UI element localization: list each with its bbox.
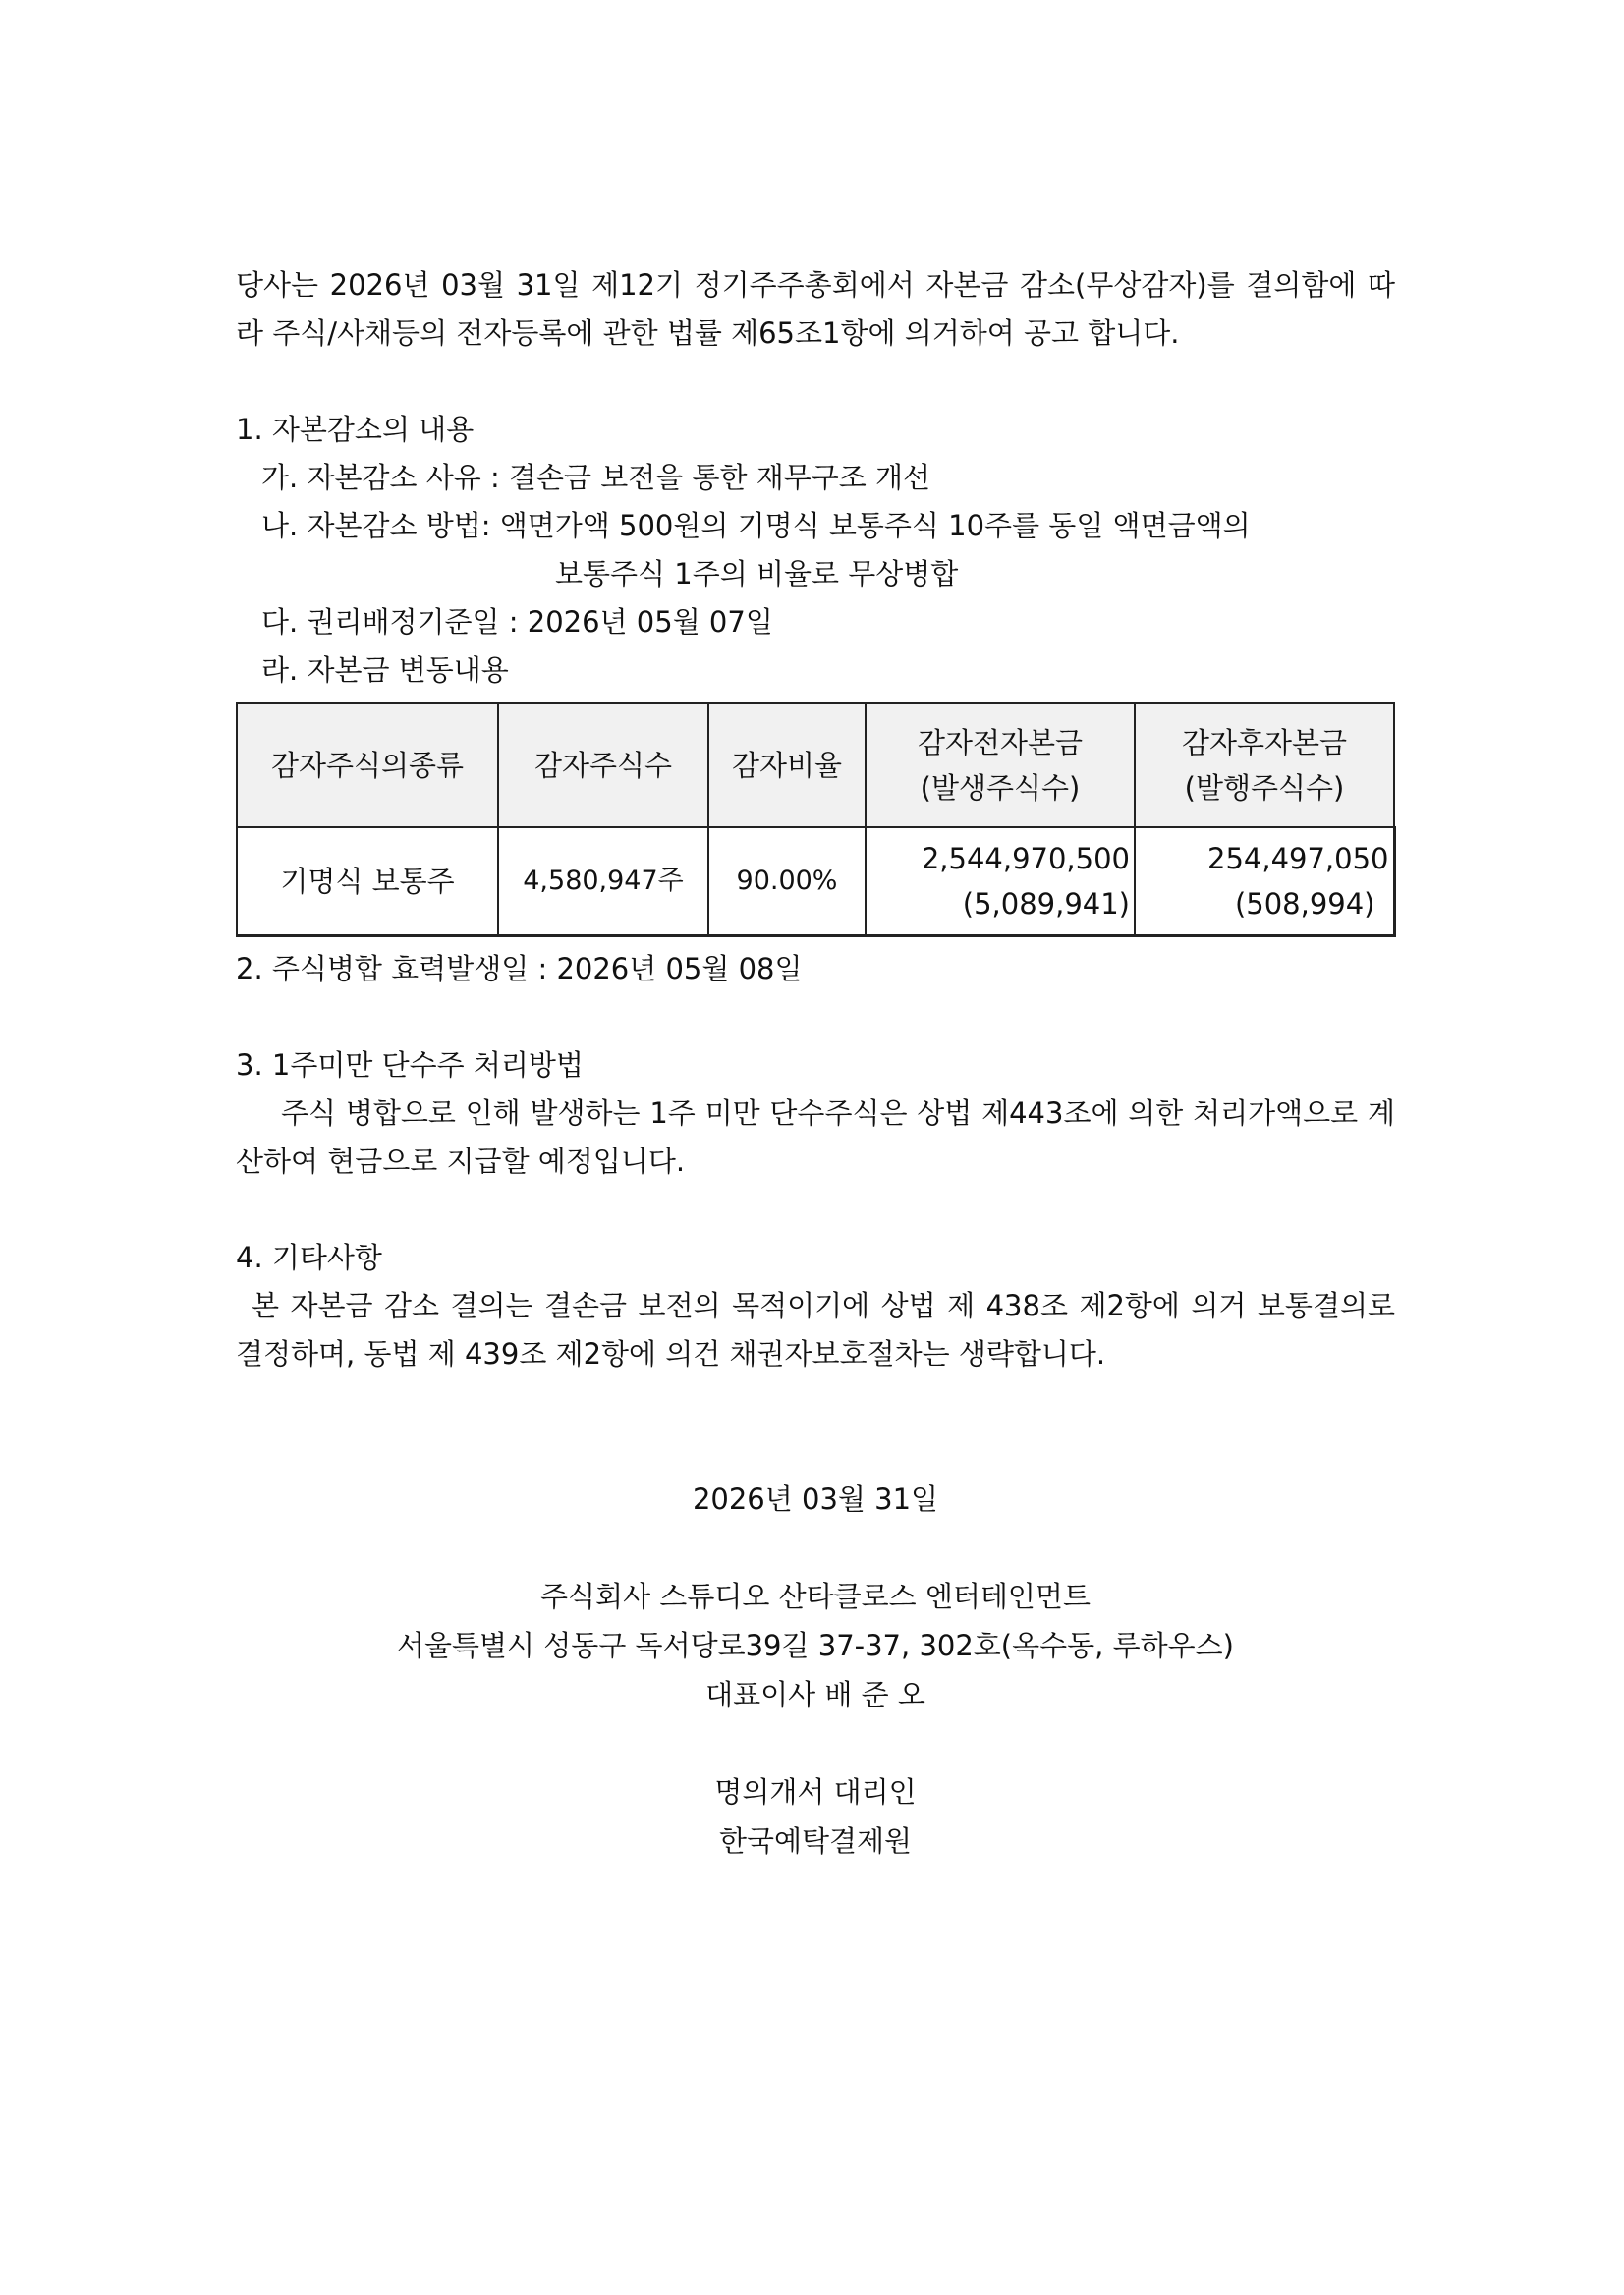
section1-method-line1: 액면가액 500원의 기명식 보통주식 10주를 동일 액면금액의 [499,509,1251,542]
public-notice-document [236,261,1395,1866]
table-row [237,827,1394,936]
spacer [236,1186,1395,1234]
cell-capital-after-amount: 254,497,050 [1207,842,1389,875]
cell-capital-before-amount: 2,544,970,500 [921,842,1130,875]
section1-method-line2: 보통주식 1주의 비율로 무상병합 [555,557,959,590]
header-share-count: 감자주식수 [498,703,708,827]
section1-record-date: 다. 권리배정기준일 : 2026년 05월 07일 [261,605,773,639]
transfer-agent-title: 명의개서 대리인 [714,1775,917,1809]
cell-share-type: 기명식 보통주 [237,827,498,936]
cell-capital-after [1135,827,1394,936]
company-address: 서울특별시 성동구 독서당로39길 37-37, 302호(옥수동, 루하우스) [397,1629,1234,1662]
ceo-name: 대표이사 배 준 오 [705,1678,925,1711]
section4-body: 본 자본금 감소 결의는 결손금 보전의 목적이기에 상법 제 438조 제2항에 의거 보통결의로 결정하며, 동법 제 439조 제2항에 의건 채권자보호절차는 생략합니다. [236,1289,1395,1371]
section4-title: 4. 기타사항 [236,1241,382,1274]
header-capital-after [1135,703,1394,827]
spacer [236,1719,1395,1767]
header-capital-before-line2: (발생주식수) [920,771,1081,805]
header-capital-after-line2: (발행주식수) [1184,771,1345,805]
header-reduction-ratio: 감자비율 [708,703,866,827]
section2-effective-date: 2. 주식병합 효력발생일 : 2026년 05월 08일 [236,952,803,985]
spacer [236,1427,1395,1475]
cell-capital-before-shares: (5,089,941) [962,887,1130,921]
spacer [236,993,1395,1041]
cell-share-count: 4,580,947주 [498,827,708,936]
intro-paragraph: 당사는 2026년 03월 31일 제12기 정기주주총회에서 자본금 감소(무상감자)를 결의함에 따라 주식/사채등의 전자등록에 관한 법률 제65조1항에 의거하여 공고 합니다. [236,268,1395,350]
section1-capital-change-title: 라. 자본금 변동내용 [261,653,509,687]
table-header-row [237,703,1394,827]
section3-title: 3. 1주미만 단수주 처리방법 [236,1048,584,1082]
spacer [236,1524,1395,1572]
notice-date: 2026년 03월 31일 [692,1483,939,1516]
section1-reason: 가. 자본감소 사유 : 결손금 보전을 통한 재무구조 개선 [261,461,931,494]
cell-reduction-ratio: 90.00% [708,827,866,936]
cell-capital-after-shares: (508,994) [1234,887,1375,921]
header-share-type: 감자주식의종류 [237,703,498,827]
header-capital-before [866,703,1135,827]
notice-footer [236,1475,1395,1866]
spacer [236,1378,1395,1427]
header-capital-before-line1: 감자전자본금 [917,726,1084,759]
section3-body: 주식 병합으로 인해 발생하는 1주 미만 단수주식은 상법 제443조에 의한 처리가액으로 계산하여 현금으로 지급할 예정입니다. [236,1096,1395,1178]
company-name: 주식회사 스튜디오 산타클로스 엔터테인먼트 [540,1580,1091,1613]
spacer [236,358,1395,406]
section1-method-label: 나. 자본감소 방법: [261,509,500,542]
header-capital-after-line1: 감자후자본금 [1181,726,1348,759]
transfer-agent-name: 한국예탁결제원 [718,1824,913,1858]
section1-method [236,502,1395,550]
section1-title: 1. 자본감소의 내용 [236,413,475,446]
capital-change-table [236,702,1396,937]
cell-capital-before [866,827,1135,936]
